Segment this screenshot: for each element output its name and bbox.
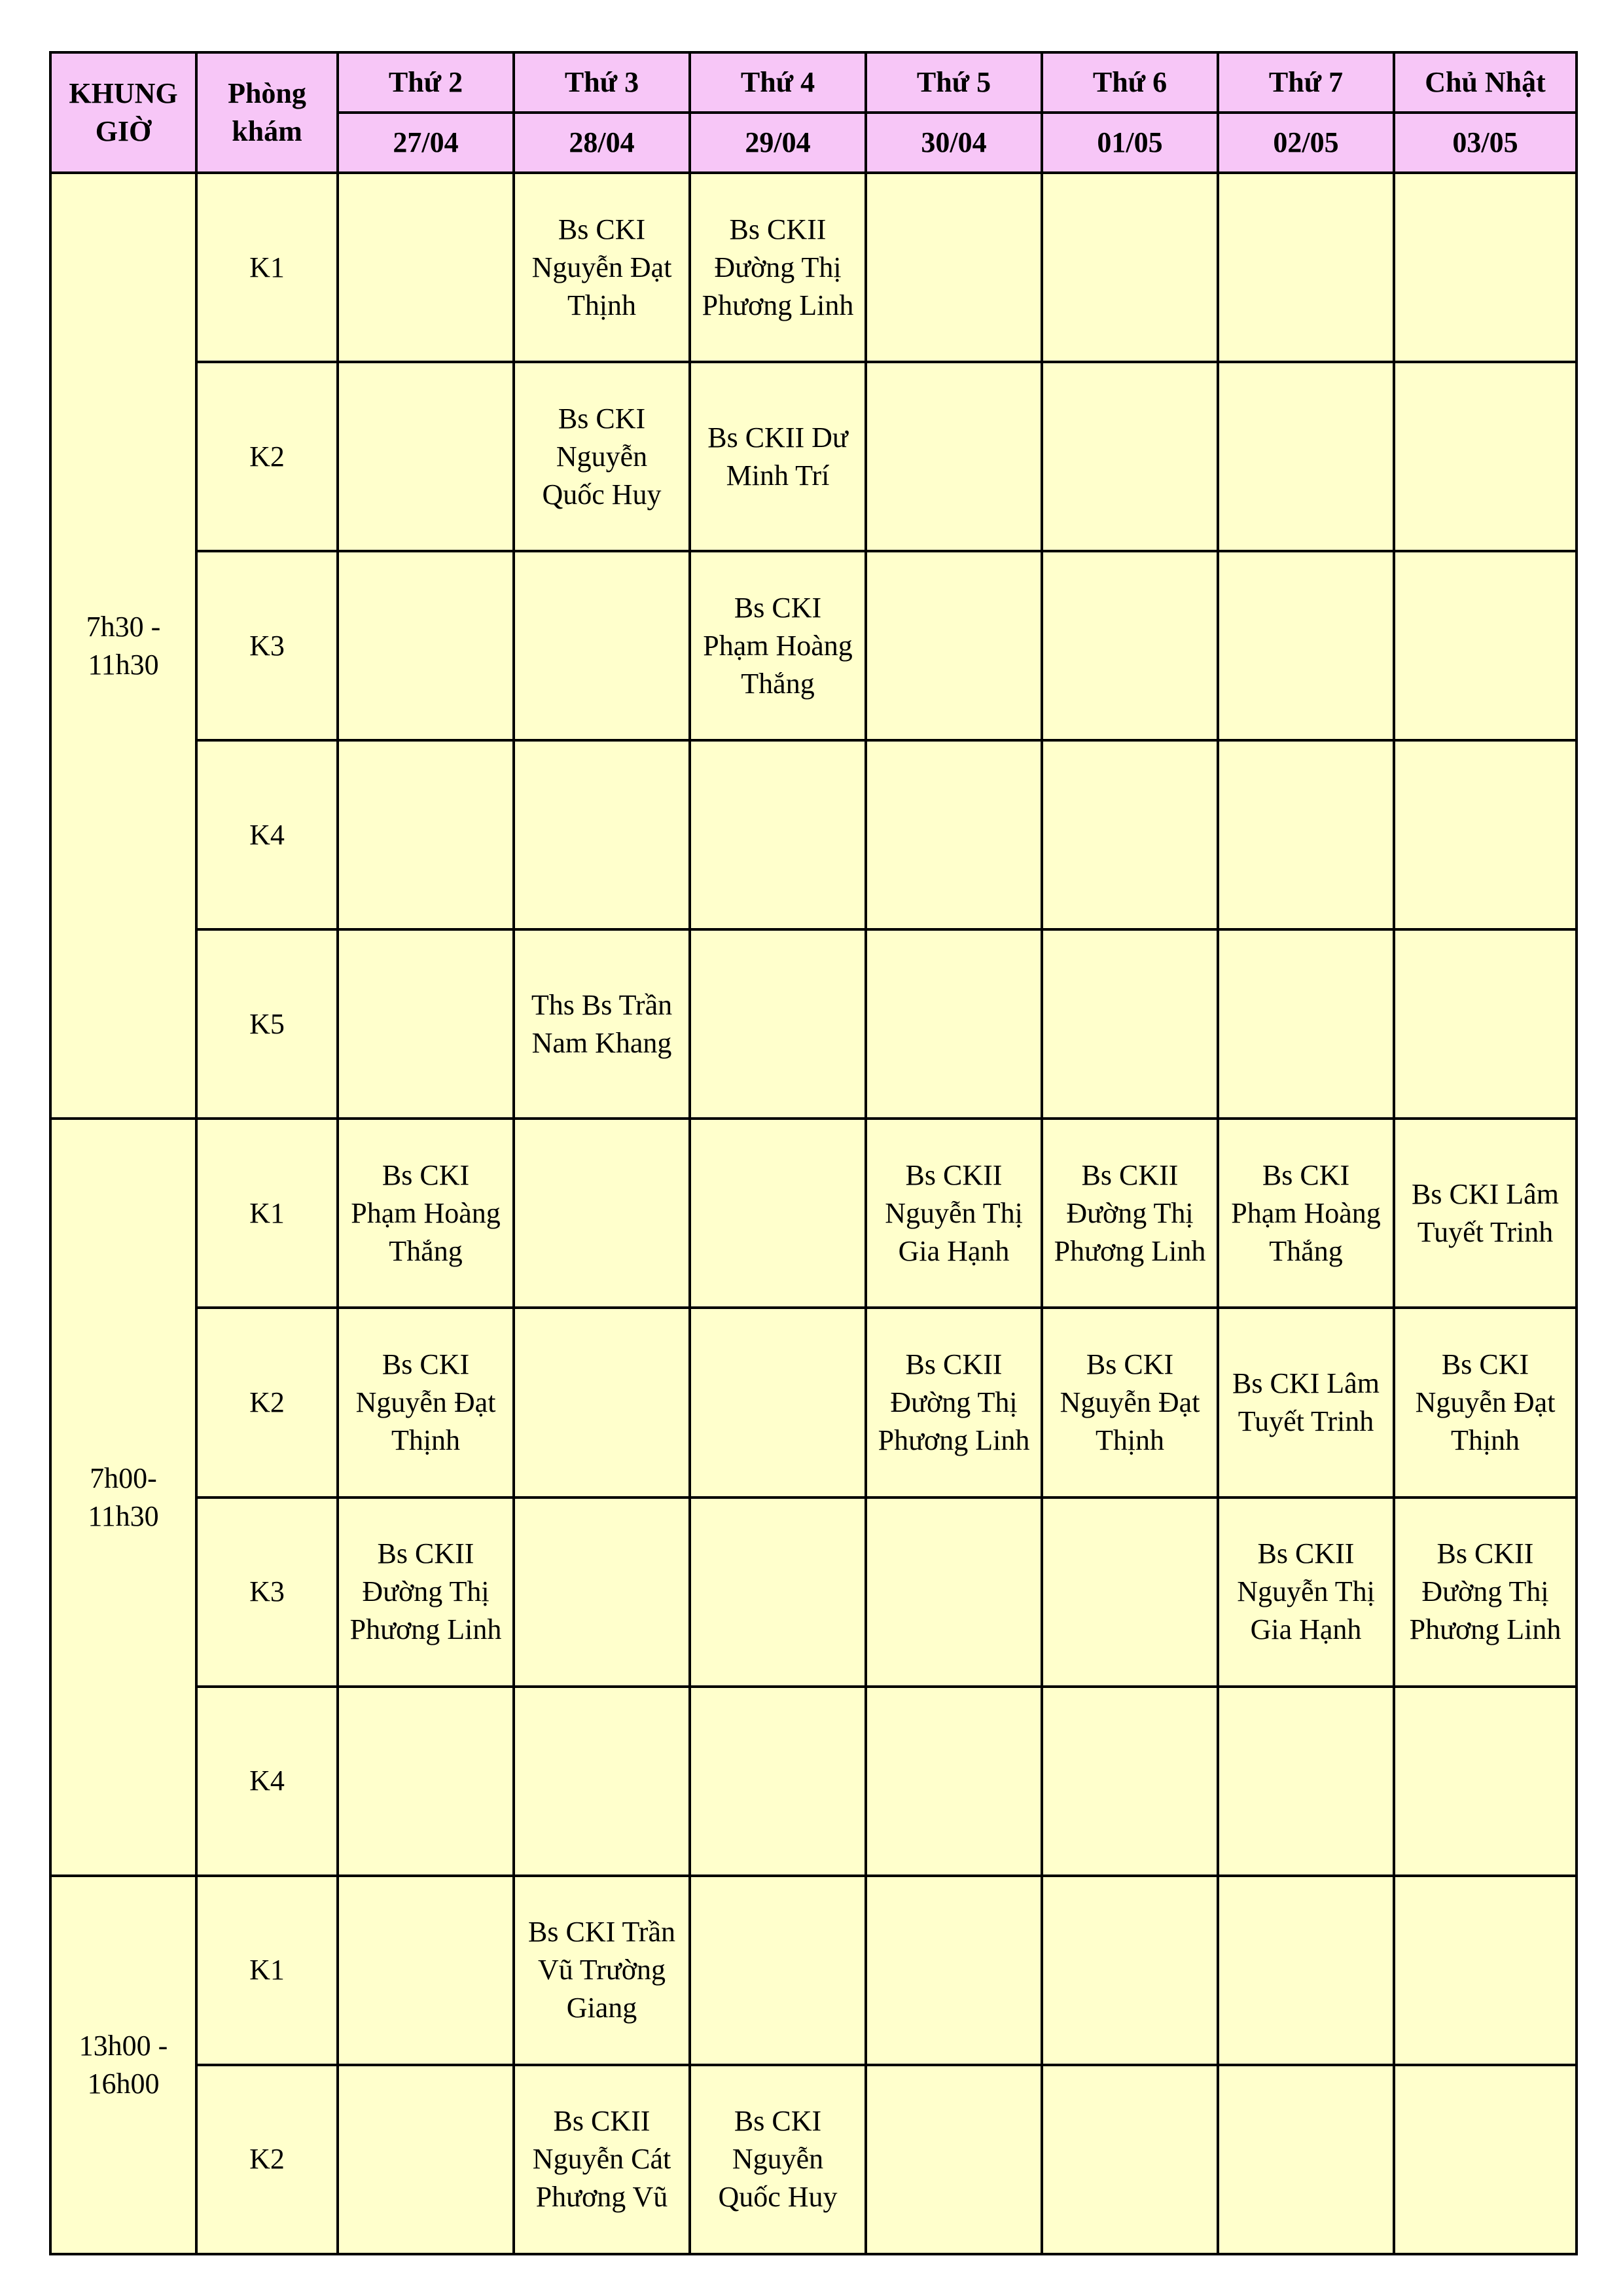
doctor-cell xyxy=(1042,362,1218,551)
doctor-cell xyxy=(690,1119,866,1308)
doctor-cell xyxy=(1394,2065,1577,2254)
doctor-cell xyxy=(690,1498,866,1687)
doctor-cell xyxy=(338,551,514,740)
time-slot-label: KHUNG GIỜ xyxy=(69,77,178,147)
doctor-cell xyxy=(866,1498,1042,1687)
schedule-row xyxy=(50,1308,1577,1497)
doctor-cell xyxy=(514,740,690,929)
doctor-cell xyxy=(338,2065,514,2254)
header-day-name: Thứ 5 xyxy=(866,52,1042,113)
doctor-cell xyxy=(1394,551,1577,740)
schedule-row xyxy=(50,1876,1577,2065)
doctor-name: Bs CKI Phạm Hoàng Thắng xyxy=(1231,1158,1381,1267)
room-cell: K5 xyxy=(196,929,338,1119)
schedule-row xyxy=(50,2065,1577,2254)
doctor-cell xyxy=(514,1119,690,1308)
schedule-row xyxy=(50,551,1577,740)
doctor-name: Bs CKI Phạm Hoàng Thắng xyxy=(703,591,853,700)
schedule-header xyxy=(50,52,1577,173)
doctor-cell xyxy=(866,362,1042,551)
doctor-cell xyxy=(1394,173,1577,362)
doctor-cell xyxy=(338,173,514,362)
header-day-name: Thứ 3 xyxy=(514,52,690,113)
doctor-name: Bs CKI Lâm Tuyết Trinh xyxy=(1232,1367,1380,1437)
doctor-cell xyxy=(338,1498,514,1687)
doctor-cell xyxy=(1394,1119,1577,1308)
schedule-row xyxy=(50,362,1577,551)
schedule-body xyxy=(50,173,1577,2254)
doctor-cell xyxy=(338,1119,514,1308)
doctor-cell xyxy=(1218,1876,1394,2065)
doctor-name: Bs CKI Nguyễn Quốc Huy xyxy=(718,2105,838,2214)
doctor-cell xyxy=(514,1308,690,1497)
doctor-name: Bs CKI Nguyễn Đạt Thịnh xyxy=(531,213,672,321)
room-cell: K4 xyxy=(196,1687,338,1876)
doctor-cell xyxy=(866,929,1042,1119)
doctor-cell xyxy=(1218,740,1394,929)
header-day-name: Thứ 2 xyxy=(338,52,514,113)
doctor-name: Bs CKI Nguyễn Quốc Huy xyxy=(542,402,662,511)
time-slot-cell xyxy=(50,1119,196,1875)
header-date: 28/04 xyxy=(514,113,690,173)
doctor-cell xyxy=(1042,1687,1218,1876)
doctor-cell xyxy=(866,740,1042,929)
doctor-name: Bs CKI Lâm Tuyết Trinh xyxy=(1412,1177,1559,1248)
doctor-name: Bs CKII Dư Minh Trí xyxy=(707,421,848,492)
doctor-name: Ths Bs Trần Nam Khang xyxy=(531,988,673,1059)
doctor-name: Bs CKI Nguyễn Đạt Thịnh xyxy=(355,1348,496,1456)
room-label: Phòng khám xyxy=(228,77,306,147)
doctor-cell xyxy=(1394,1498,1577,1687)
room-cell: K2 xyxy=(196,1308,338,1497)
doctor-cell xyxy=(866,2065,1042,2254)
schedule-row xyxy=(50,929,1577,1119)
room-cell: K1 xyxy=(196,173,338,362)
doctor-name: Bs CKII Đường Thị Phương Linh xyxy=(1054,1158,1206,1267)
doctor-cell xyxy=(338,1687,514,1876)
doctor-name: Bs CKI Nguyễn Đạt Thịnh xyxy=(1060,1348,1200,1456)
doctor-cell xyxy=(1394,362,1577,551)
header-date: 03/05 xyxy=(1394,113,1577,173)
header-date: 30/04 xyxy=(866,113,1042,173)
doctor-cell xyxy=(1394,929,1577,1119)
room-cell: K3 xyxy=(196,1498,338,1687)
doctor-cell xyxy=(866,1308,1042,1497)
header-day-name: Chủ Nhật xyxy=(1394,52,1577,113)
header-date: 27/04 xyxy=(338,113,514,173)
doctor-cell xyxy=(690,929,866,1119)
doctor-cell xyxy=(514,362,690,551)
doctor-cell xyxy=(1394,1687,1577,1876)
doctor-cell xyxy=(866,1876,1042,2065)
room-cell: K4 xyxy=(196,740,338,929)
doctor-cell xyxy=(690,1876,866,2065)
doctor-cell xyxy=(1218,551,1394,740)
doctor-cell xyxy=(690,551,866,740)
doctor-cell xyxy=(1394,1876,1577,2065)
doctor-name: Bs CKI Trần Vũ Trường Giang xyxy=(528,1916,675,2024)
doctor-name: Bs CKII Nguyễn Cát Phương Vũ xyxy=(532,2105,671,2214)
doctor-cell xyxy=(1042,929,1218,1119)
doctor-name: Bs CKII Đường Thị Phương Linh xyxy=(878,1348,1030,1456)
doctor-name: Bs CKII Đường Thị Phương Linh xyxy=(349,1537,502,1646)
schedule-table xyxy=(49,51,1578,2255)
doctor-cell xyxy=(338,1876,514,2065)
doctor-name: Bs CKII Đường Thị Phương Linh xyxy=(702,213,854,321)
doctor-cell xyxy=(1042,1498,1218,1687)
doctor-cell xyxy=(338,929,514,1119)
doctor-cell xyxy=(1394,1308,1577,1497)
doctor-cell xyxy=(690,740,866,929)
header-date: 01/05 xyxy=(1042,113,1218,173)
room-cell: K3 xyxy=(196,551,338,740)
doctor-cell xyxy=(1218,2065,1394,2254)
schedule-row xyxy=(50,173,1577,362)
doctor-cell xyxy=(514,1876,690,2065)
time-slot-text: 7h30 - 11h30 xyxy=(86,610,161,681)
header-day-name: Thứ 7 xyxy=(1218,52,1394,113)
doctor-cell xyxy=(690,1687,866,1876)
doctor-cell xyxy=(1218,1308,1394,1497)
doctor-cell xyxy=(1218,1687,1394,1876)
header-date: 02/05 xyxy=(1218,113,1394,173)
doctor-name: Bs CKI Phạm Hoàng Thắng xyxy=(351,1158,501,1267)
schedule-row xyxy=(50,1687,1577,1876)
doctor-cell xyxy=(1218,173,1394,362)
doctor-cell xyxy=(514,173,690,362)
header-row-day-names xyxy=(50,52,1577,113)
doctor-cell xyxy=(1042,740,1218,929)
doctor-cell xyxy=(1042,2065,1218,2254)
doctor-name: Bs CKII Nguyễn Thị Gia Hạnh xyxy=(885,1158,1023,1267)
doctor-cell xyxy=(514,551,690,740)
doctor-cell xyxy=(866,1119,1042,1308)
room-cell: K2 xyxy=(196,2065,338,2254)
doctor-cell xyxy=(1042,1119,1218,1308)
doctor-name: Bs CKII Đường Thị Phương Linh xyxy=(1409,1537,1561,1646)
time-slot-text: 7h00- 11h30 xyxy=(88,1462,159,1532)
doctor-cell xyxy=(690,1308,866,1497)
doctor-name: Bs CKII Nguyễn Thị Gia Hạnh xyxy=(1237,1537,1375,1646)
doctor-cell xyxy=(866,551,1042,740)
doctor-cell xyxy=(690,173,866,362)
header-day-name: Thứ 4 xyxy=(690,52,866,113)
doctor-cell xyxy=(1042,1876,1218,2065)
room-cell: K1 xyxy=(196,1119,338,1308)
doctor-cell xyxy=(866,173,1042,362)
doctor-cell xyxy=(338,362,514,551)
time-slot-text: 13h00 - 16h00 xyxy=(79,2029,168,2100)
doctor-cell xyxy=(1218,362,1394,551)
time-slot-cell xyxy=(50,173,196,1119)
doctor-name: Bs CKI Nguyễn Đạt Thịnh xyxy=(1415,1348,1556,1456)
doctor-cell xyxy=(514,929,690,1119)
doctor-cell xyxy=(514,1687,690,1876)
doctor-cell xyxy=(338,740,514,929)
room-cell: K2 xyxy=(196,362,338,551)
schedule-row xyxy=(50,1498,1577,1687)
schedule-row xyxy=(50,1119,1577,1308)
header-day-name: Thứ 6 xyxy=(1042,52,1218,113)
doctor-cell xyxy=(1218,929,1394,1119)
doctor-cell xyxy=(866,1687,1042,1876)
time-slot-cell xyxy=(50,1876,196,2254)
doctor-cell xyxy=(1218,1119,1394,1308)
room-cell: K1 xyxy=(196,1876,338,2065)
doctor-cell xyxy=(514,2065,690,2254)
header-time-slot xyxy=(50,52,196,173)
header-date: 29/04 xyxy=(690,113,866,173)
doctor-cell xyxy=(1042,551,1218,740)
schedule-row xyxy=(50,740,1577,929)
header-room xyxy=(196,52,338,173)
doctor-cell xyxy=(1394,740,1577,929)
doctor-cell xyxy=(1042,1308,1218,1497)
doctor-cell xyxy=(1218,1498,1394,1687)
doctor-cell xyxy=(690,2065,866,2254)
doctor-cell xyxy=(1042,173,1218,362)
doctor-cell xyxy=(338,1308,514,1497)
doctor-cell xyxy=(690,362,866,551)
doctor-cell xyxy=(514,1498,690,1687)
